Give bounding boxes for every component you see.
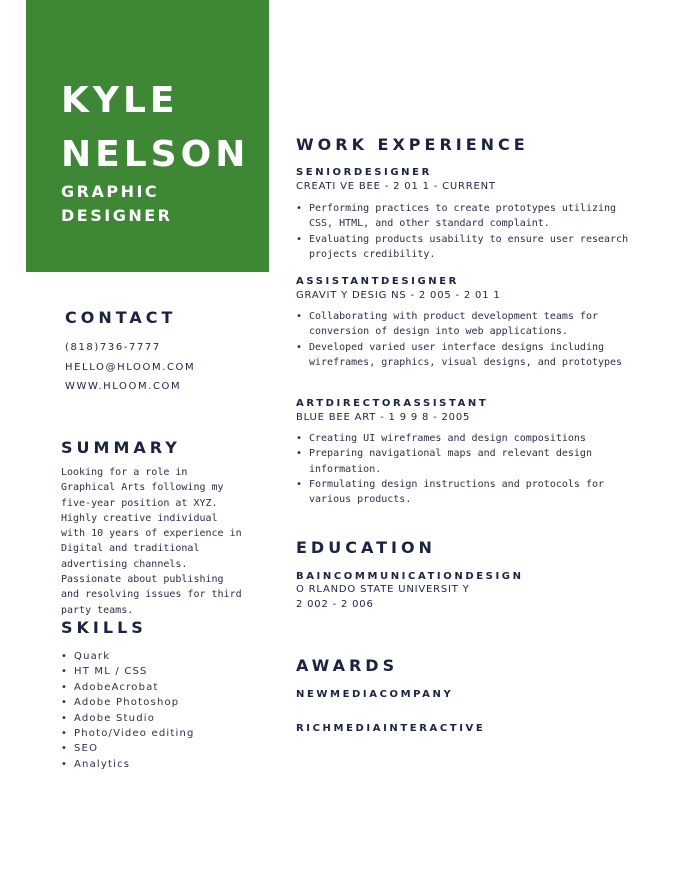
skill-item: • Analytics: [61, 758, 131, 770]
job-bullet: • Collaborating with product development teams for conversion of design into web applications.: [296, 309, 636, 340]
skills-title: SKILLS: [61, 618, 147, 637]
first-name: KYLE: [61, 80, 179, 121]
skill-item: • Quark: [61, 651, 111, 662]
job-bullet: • Formulating design instructions and protocols for various products.: [296, 477, 636, 508]
job-bullet: • Developed varied user interface designs including wireframes, graphics, visual designs, and prototypes: [296, 340, 636, 371]
job-title: SENIORDESIGNER: [296, 167, 432, 178]
job-title: ASSISTANTDESIGNER: [296, 276, 459, 287]
contact-website[interactable]: WWW.HLOOM.COM: [65, 381, 182, 392]
job-bullets: [296, 431, 636, 507]
job-company: BLUE BEE ART - 1 9 9 8 - 2005: [296, 412, 471, 423]
candidate-name: [61, 74, 249, 182]
skills-list: [61, 649, 195, 772]
skill-item: • SEO: [61, 743, 99, 755]
award-item: NEWMEDIACOMPANY: [296, 689, 454, 700]
job-bullet: • Preparing navigational maps and relevant design information.: [296, 446, 636, 477]
skill-item: • AdobeAcrobat: [61, 681, 159, 693]
role-line-2: DESIGNER: [61, 206, 173, 225]
job-bullets: [296, 309, 636, 370]
education-school: O RLANDO STATE UNIVERSIT Y: [296, 584, 470, 595]
education-title: EDUCATION: [296, 538, 436, 557]
job-bullets: [296, 201, 636, 262]
summary-title: SUMMARY: [61, 438, 181, 457]
job-bullet: • Performing practices to create prototypes utilizing CSS, HTML, and other standard complaint.: [296, 201, 636, 232]
contact-title: CONTACT: [65, 308, 177, 327]
job-bullet: • Creating UI wireframes and design compositions: [296, 431, 636, 446]
job-company: CREATI VE BEE - 2 01 1 - CURRENT: [296, 181, 496, 192]
awards-title: AWARDS: [296, 656, 399, 675]
contact-email[interactable]: HELLO@HLOOM.COM: [65, 362, 196, 373]
award-item: RICHMEDIAINTERACTIVE: [296, 723, 486, 734]
skill-item: • HT ML / CSS: [61, 666, 148, 678]
last-name: NELSON: [61, 134, 250, 175]
job-role: [61, 180, 261, 228]
job-company: GRAVIT Y DESIG NS - 2 005 - 2 01 1: [296, 290, 501, 301]
job-bullet: • Evaluating products usability to ensure user research projects credibility.: [296, 232, 636, 263]
job-title: ARTDIRECTORASSISTANT: [296, 398, 489, 409]
role-line-1: GRAPHIC: [61, 182, 160, 201]
skill-item: • Adobe Photoshop: [61, 697, 180, 709]
skill-item: • Photo/Video editing: [61, 728, 195, 740]
skill-item: • Adobe Studio: [61, 712, 156, 724]
education-degree: BAINCOMMUNICATIONDESIGN: [296, 571, 524, 582]
summary-text: Looking for a role in Graphical Arts following my five-year position at XYZ. Highly creative individual with 10 years of experience in Digital and traditional advertising channels. Passionate about publishing and resolving issues for third party teams.: [61, 467, 242, 616]
work-experience-title: WORK EXPERIENCE: [296, 135, 529, 154]
education-years: 2 002 - 2 006: [296, 599, 374, 610]
contact-phone: (818)736-7777: [65, 342, 161, 353]
